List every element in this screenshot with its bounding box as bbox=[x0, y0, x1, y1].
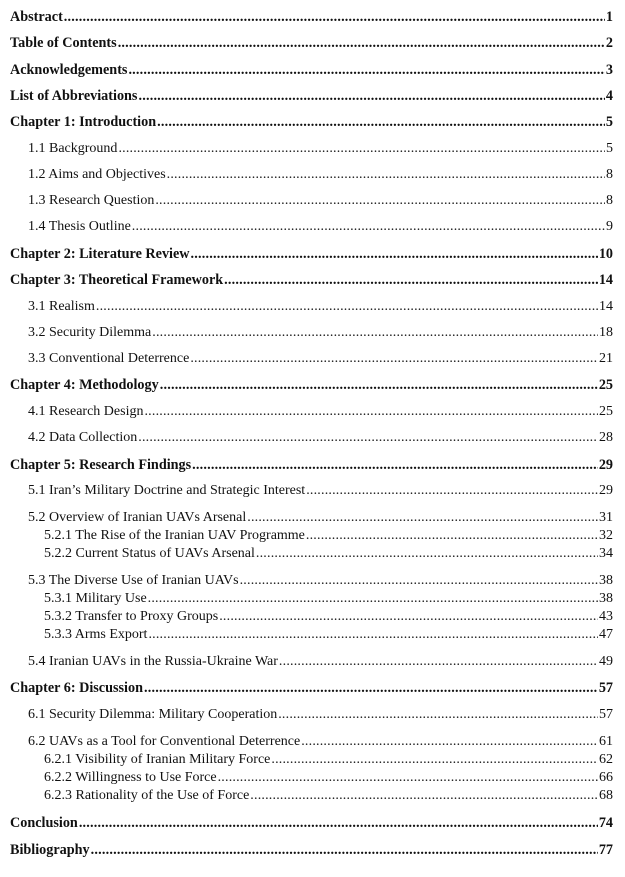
toc-entry-6-2[interactable] bbox=[28, 733, 613, 751]
dot-leader bbox=[96, 298, 598, 316]
dot-leader bbox=[157, 113, 605, 131]
dot-leader bbox=[155, 192, 605, 210]
toc-entry-page: 14 bbox=[599, 299, 613, 314]
toc-entry-title: Chapter 2: Literature Review bbox=[10, 246, 190, 262]
toc-entry-5-2-2[interactable] bbox=[44, 545, 613, 563]
toc-entry-page: 25 bbox=[599, 404, 613, 419]
toc-entry-page: 4 bbox=[605, 88, 613, 104]
toc-entry-page: 8 bbox=[606, 167, 613, 182]
toc-entry-page: 18 bbox=[599, 325, 613, 340]
toc-entry-list-of-abbreviations[interactable] bbox=[10, 87, 613, 105]
toc-entry-title: Conclusion bbox=[10, 815, 78, 831]
toc-entry-5-3-1[interactable] bbox=[44, 590, 613, 608]
toc-entry-4-2[interactable] bbox=[28, 429, 613, 447]
toc-entry-page: 5 bbox=[605, 114, 613, 130]
toc-entry-page: 31 bbox=[599, 510, 613, 525]
dot-leader bbox=[118, 34, 605, 52]
toc-entry-5-4[interactable] bbox=[28, 653, 613, 671]
dot-leader bbox=[160, 376, 598, 394]
toc-entry-page: 29 bbox=[598, 457, 613, 473]
toc-entry-title: 1.1 Background bbox=[28, 141, 118, 156]
dot-leader bbox=[138, 87, 604, 105]
toc-entry-title: 1.4 Thesis Outline bbox=[28, 219, 131, 234]
toc-entry-page: 2 bbox=[605, 35, 613, 51]
toc-entry-page: 66 bbox=[599, 770, 613, 785]
toc-entry-page: 74 bbox=[598, 815, 613, 831]
dot-leader bbox=[278, 706, 598, 724]
toc-entry-page: 9 bbox=[606, 219, 613, 234]
dot-leader bbox=[271, 751, 598, 769]
toc-entry-title: Chapter 6: Discussion bbox=[10, 680, 143, 696]
dot-leader bbox=[224, 271, 598, 289]
toc-entry-page: 57 bbox=[598, 680, 613, 696]
toc-entry-page: 21 bbox=[599, 351, 613, 366]
toc-entry-page: 34 bbox=[599, 546, 613, 561]
toc-entry-title: Chapter 4: Methodology bbox=[10, 377, 159, 393]
toc-entry-title: 3.2 Security Dilemma bbox=[28, 325, 152, 340]
toc-entry-title: Table of Contents bbox=[10, 35, 117, 51]
toc-entry-3-3[interactable] bbox=[28, 350, 613, 368]
toc-entry-title: 5.1 Iran’s Military Doctrine and Strategic Interest bbox=[28, 483, 306, 498]
dot-leader bbox=[240, 572, 598, 590]
dot-leader bbox=[250, 787, 598, 805]
toc-entry-page: 1 bbox=[605, 9, 613, 25]
toc-entry-page: 57 bbox=[599, 707, 613, 722]
dot-leader bbox=[192, 456, 598, 474]
toc-entry-chapter-4[interactable] bbox=[10, 376, 613, 394]
toc-entry-3-1[interactable] bbox=[28, 298, 613, 316]
dot-leader bbox=[152, 324, 598, 342]
toc-entry-title: 5.4 Iranian UAVs in the Russia-Ukraine War bbox=[28, 654, 278, 669]
toc-entry-title: 4.2 Data Collection bbox=[28, 430, 138, 445]
toc-entry-title: Chapter 3: Theoretical Framework bbox=[10, 272, 224, 288]
toc-entry-title: 3.1 Realism bbox=[28, 299, 95, 314]
toc-entry-table-of-contents[interactable] bbox=[10, 34, 613, 52]
toc-entry-title: 1.2 Aims and Objectives bbox=[28, 167, 166, 182]
toc-entry-title: 6.1 Security Dilemma: Military Cooperation bbox=[28, 707, 278, 722]
toc-entry-page: 62 bbox=[599, 752, 613, 767]
toc-entry-5-2-1[interactable] bbox=[44, 527, 613, 545]
dot-leader bbox=[167, 166, 605, 184]
dot-leader bbox=[148, 590, 598, 608]
toc-entry-page: 38 bbox=[599, 573, 613, 588]
toc-entry-title: Abstract bbox=[10, 9, 63, 25]
toc-entry-1-2[interactable] bbox=[28, 166, 613, 184]
dot-leader bbox=[306, 482, 598, 500]
toc-entry-chapter-6[interactable] bbox=[10, 679, 613, 697]
dot-leader bbox=[132, 218, 605, 236]
toc-entry-title: 6.2.3 Rationality of the Use of Force bbox=[44, 788, 250, 803]
dot-leader bbox=[219, 608, 598, 626]
dot-leader bbox=[218, 769, 598, 787]
toc-entry-acknowledgements[interactable] bbox=[10, 61, 613, 79]
dot-leader bbox=[144, 403, 598, 421]
toc-entry-6-1[interactable] bbox=[28, 706, 613, 724]
toc-entry-1-3[interactable] bbox=[28, 192, 613, 210]
toc-entry-title: 3.3 Conventional Deterrence bbox=[28, 351, 190, 366]
toc-entry-abstract[interactable] bbox=[10, 8, 613, 26]
toc-entry-title: 5.3.3 Arms Export bbox=[44, 627, 148, 642]
toc-entry-5-2[interactable] bbox=[28, 509, 613, 527]
toc-entry-page: 49 bbox=[599, 654, 613, 669]
dot-leader bbox=[279, 653, 598, 671]
dot-leader bbox=[128, 61, 604, 79]
toc-entry-4-1[interactable] bbox=[28, 403, 613, 421]
toc-entry-title: List of Abbreviations bbox=[10, 88, 138, 104]
toc-entry-5-1[interactable] bbox=[28, 482, 613, 500]
toc-entry-page: 10 bbox=[598, 246, 613, 262]
toc-entry-1-1[interactable] bbox=[28, 140, 613, 158]
toc-entry-title: Chapter 5: Research Findings bbox=[10, 457, 192, 473]
dot-leader bbox=[306, 527, 598, 545]
toc-entry-title: 5.2.1 The Rise of the Iranian UAV Programme bbox=[44, 528, 305, 543]
dot-leader bbox=[148, 626, 598, 644]
toc-entry-6-2-1[interactable] bbox=[44, 751, 613, 769]
dot-leader bbox=[118, 140, 605, 158]
toc-entry-title: 1.3 Research Question bbox=[28, 193, 155, 208]
dot-leader bbox=[144, 679, 598, 697]
toc-entry-page: 14 bbox=[598, 272, 613, 288]
toc-entry-title: Chapter 1: Introduction bbox=[10, 114, 157, 130]
toc-entry-page: 38 bbox=[599, 591, 613, 606]
toc-entry-3-2[interactable] bbox=[28, 324, 613, 342]
toc-entry-chapter-2[interactable] bbox=[10, 245, 613, 263]
toc-entry-chapter-5[interactable] bbox=[10, 456, 613, 474]
dot-leader bbox=[247, 509, 598, 527]
toc-entry-page: 77 bbox=[598, 842, 613, 858]
dot-leader bbox=[64, 8, 605, 26]
toc-entry-title: 5.2 Overview of Iranian UAVs Arsenal bbox=[28, 510, 247, 525]
toc-entry-page: 68 bbox=[599, 788, 613, 803]
toc-entry-title: 5.3.2 Transfer to Proxy Groups bbox=[44, 609, 219, 624]
toc-entry-page: 5 bbox=[606, 141, 613, 156]
toc-entry-title: 5.2.2 Current Status of UAVs Arsenal bbox=[44, 546, 255, 561]
toc-entry-title: 5.3 The Diverse Use of Iranian UAVs bbox=[28, 573, 239, 588]
toc-entry-conclusion[interactable] bbox=[10, 814, 613, 832]
dot-leader bbox=[91, 841, 598, 859]
toc-entry-page: 8 bbox=[606, 193, 613, 208]
dot-leader bbox=[256, 545, 598, 563]
dot-leader bbox=[301, 733, 598, 751]
toc-entry-page: 3 bbox=[605, 62, 613, 78]
toc-entry-chapter-1[interactable] bbox=[10, 113, 613, 131]
toc-entry-chapter-3[interactable] bbox=[10, 271, 613, 289]
toc-entry-6-2-3[interactable] bbox=[44, 787, 613, 805]
toc-entry-title: 6.2 UAVs as a Tool for Conventional Deterrence bbox=[28, 734, 301, 749]
toc-entry-page: 47 bbox=[599, 627, 613, 642]
toc-entry-5-3-3[interactable] bbox=[44, 626, 613, 644]
toc-entry-page: 61 bbox=[599, 734, 613, 749]
dot-leader bbox=[190, 350, 598, 368]
toc-entry-page: 32 bbox=[599, 528, 613, 543]
toc-entry-6-2-2[interactable] bbox=[44, 769, 613, 787]
toc-entry-5-3-2[interactable] bbox=[44, 608, 613, 626]
toc-entry-title: 5.3.1 Military Use bbox=[44, 591, 147, 606]
toc-entry-5-3[interactable] bbox=[28, 572, 613, 590]
toc-entry-page: 29 bbox=[599, 483, 613, 498]
toc-entry-page: 43 bbox=[599, 609, 613, 624]
toc-entry-title: Acknowledgements bbox=[10, 62, 128, 78]
dot-leader bbox=[191, 245, 598, 263]
toc-entry-page: 25 bbox=[598, 377, 613, 393]
toc-entry-bibliography[interactable] bbox=[10, 841, 613, 859]
toc-entry-title: 4.1 Research Design bbox=[28, 404, 144, 419]
toc-entry-title: Bibliography bbox=[10, 842, 90, 858]
dot-leader bbox=[79, 814, 598, 832]
toc-entry-page: 28 bbox=[599, 430, 613, 445]
toc-entry-title: 6.2.1 Visibility of Iranian Military Force bbox=[44, 752, 271, 767]
toc-entry-1-4[interactable] bbox=[28, 218, 613, 236]
dot-leader bbox=[138, 429, 598, 447]
toc-entry-title: 6.2.2 Willingness to Use Force bbox=[44, 770, 217, 785]
